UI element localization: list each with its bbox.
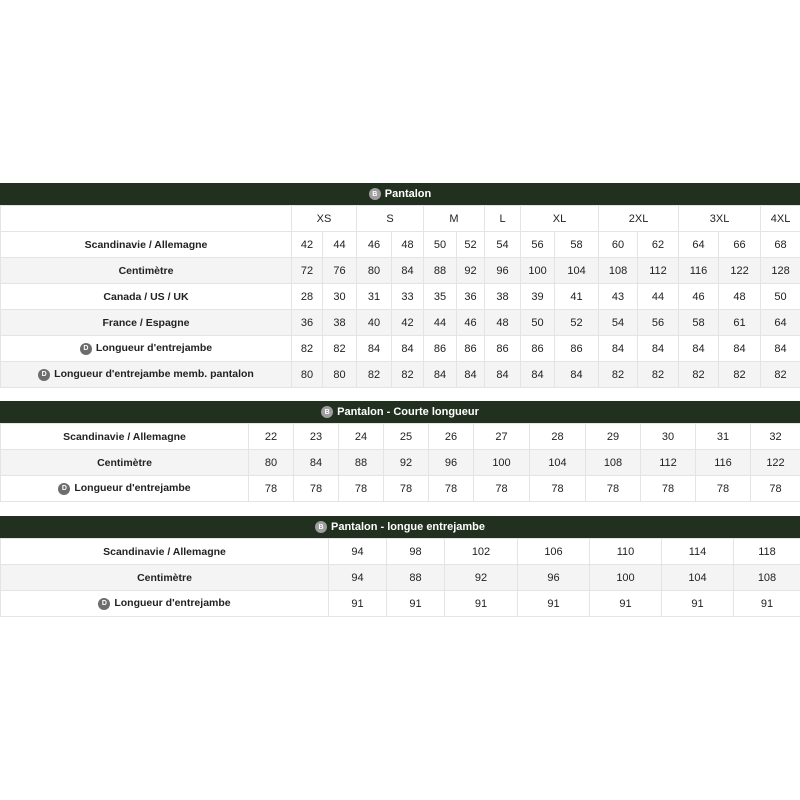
value-cell: 41 [555, 284, 599, 310]
value-cell: 72 [292, 258, 323, 284]
value-cell: 36 [457, 284, 485, 310]
table-row [1, 310, 800, 336]
value-cell: 78 [339, 476, 384, 502]
size-cell: 2XL [599, 206, 679, 232]
value-cell: 38 [323, 310, 357, 336]
value-cell: 88 [339, 450, 384, 476]
value-cell: 40 [357, 310, 392, 336]
value-cell: 91 [518, 591, 590, 617]
empty-cell [1, 206, 292, 232]
row-label-text: Longueur d'entrejambe [95, 342, 213, 355]
table-header [0, 516, 800, 538]
value-cell: 46 [357, 232, 392, 258]
value-cell: 82 [719, 362, 761, 388]
value-cell: 48 [719, 284, 761, 310]
row-label-text: Canada / US / UK [103, 290, 189, 303]
value-cell: 112 [641, 450, 696, 476]
value-cell: 44 [323, 232, 357, 258]
value-cell: 80 [292, 362, 323, 388]
value-cell: 33 [392, 284, 424, 310]
value-cell: 88 [387, 565, 445, 591]
value-cell: 50 [761, 284, 800, 310]
row-label [1, 362, 292, 388]
value-cell: 78 [696, 476, 751, 502]
value-cell: 76 [323, 258, 357, 284]
value-cell: 54 [599, 310, 638, 336]
table-title: Pantalon [384, 188, 432, 200]
value-cell: 84 [761, 336, 800, 362]
value-cell: 54 [485, 232, 521, 258]
value-cell: 91 [734, 591, 800, 617]
value-cell: 91 [445, 591, 518, 617]
value-cell: 44 [424, 310, 457, 336]
table-body [1, 232, 800, 388]
table-row [1, 450, 800, 476]
badge-d-icon: D [98, 598, 110, 610]
value-cell: 104 [662, 565, 734, 591]
value-cell: 84 [679, 336, 719, 362]
row-label [1, 476, 249, 502]
value-cell: 84 [638, 336, 679, 362]
value-cell: 92 [384, 450, 429, 476]
value-cell: 91 [387, 591, 445, 617]
value-cell: 84 [294, 450, 339, 476]
value-cell: 58 [679, 310, 719, 336]
table-title: Pantalon - Courte longueur [337, 406, 479, 418]
row-label [1, 232, 292, 258]
size-table [0, 205, 800, 388]
value-cell: 84 [599, 336, 638, 362]
value-cell: 86 [521, 336, 555, 362]
value-cell: 128 [761, 258, 800, 284]
table-row [1, 476, 800, 502]
value-cell: 80 [357, 258, 392, 284]
table-header [0, 401, 800, 423]
value-cell: 91 [329, 591, 387, 617]
value-cell: 96 [485, 258, 521, 284]
value-cell: 82 [599, 362, 638, 388]
value-cell: 78 [429, 476, 474, 502]
value-cell: 84 [424, 362, 457, 388]
value-cell: 91 [590, 591, 662, 617]
size-header-row [1, 206, 800, 232]
row-label [1, 591, 329, 617]
value-cell: 84 [485, 362, 521, 388]
badge-b-icon: B [321, 406, 333, 418]
value-cell: 110 [590, 539, 662, 565]
value-cell: 92 [457, 258, 485, 284]
table-header [0, 183, 800, 205]
value-cell: 114 [662, 539, 734, 565]
value-cell: 92 [445, 565, 518, 591]
value-cell: 38 [485, 284, 521, 310]
badge-b-icon: B [369, 188, 381, 200]
size-cell: 4XL [761, 206, 800, 232]
value-cell: 88 [424, 258, 457, 284]
row-label [1, 565, 329, 591]
pantalon-table-block [0, 183, 800, 388]
value-cell: 84 [392, 336, 424, 362]
value-cell: 108 [586, 450, 641, 476]
value-cell: 96 [429, 450, 474, 476]
value-cell: 82 [638, 362, 679, 388]
value-cell: 31 [696, 424, 751, 450]
value-cell: 46 [679, 284, 719, 310]
size-cell: XS [292, 206, 357, 232]
badge-b-icon: B [315, 521, 327, 533]
value-cell: 116 [696, 450, 751, 476]
table-row [1, 284, 800, 310]
value-cell: 78 [751, 476, 800, 502]
value-cell: 82 [679, 362, 719, 388]
value-cell: 122 [719, 258, 761, 284]
value-cell: 23 [294, 424, 339, 450]
badge-d-icon: D [80, 343, 92, 355]
size-cell: 3XL [679, 206, 761, 232]
value-cell: 112 [638, 258, 679, 284]
table-row [1, 424, 800, 450]
value-cell: 24 [339, 424, 384, 450]
value-cell: 58 [555, 232, 599, 258]
value-cell: 56 [521, 232, 555, 258]
value-cell: 35 [424, 284, 457, 310]
size-table [0, 538, 800, 617]
value-cell: 42 [392, 310, 424, 336]
value-cell: 84 [521, 362, 555, 388]
value-cell: 66 [719, 232, 761, 258]
value-cell: 86 [485, 336, 521, 362]
value-cell: 64 [761, 310, 800, 336]
row-label-text: Scandinavie / Allemagne [63, 430, 186, 443]
value-cell: 84 [719, 336, 761, 362]
value-cell: 82 [292, 336, 323, 362]
value-cell: 30 [323, 284, 357, 310]
value-cell: 22 [249, 424, 294, 450]
value-cell: 60 [599, 232, 638, 258]
value-cell: 43 [599, 284, 638, 310]
value-cell: 100 [590, 565, 662, 591]
badge-d-icon: D [38, 369, 50, 381]
row-label [1, 539, 329, 565]
value-cell: 104 [555, 258, 599, 284]
value-cell: 82 [392, 362, 424, 388]
value-cell: 86 [424, 336, 457, 362]
value-cell: 64 [679, 232, 719, 258]
row-label-text: Centimètre [97, 456, 152, 469]
value-cell: 106 [518, 539, 590, 565]
table-row [1, 591, 800, 617]
value-cell: 98 [387, 539, 445, 565]
value-cell: 96 [518, 565, 590, 591]
value-cell: 48 [485, 310, 521, 336]
value-cell: 56 [638, 310, 679, 336]
value-cell: 52 [555, 310, 599, 336]
value-cell: 91 [662, 591, 734, 617]
value-cell: 30 [641, 424, 696, 450]
value-cell: 78 [294, 476, 339, 502]
value-cell: 46 [457, 310, 485, 336]
value-cell: 84 [357, 336, 392, 362]
value-cell: 82 [761, 362, 800, 388]
value-cell: 86 [555, 336, 599, 362]
value-cell: 78 [641, 476, 696, 502]
row-label-text: Centimètre [137, 571, 192, 584]
value-cell: 78 [586, 476, 641, 502]
value-cell: 84 [392, 258, 424, 284]
value-cell: 122 [751, 450, 800, 476]
row-label-text: Scandinavie / Allemagne [84, 238, 208, 251]
value-cell: 102 [445, 539, 518, 565]
row-label [1, 258, 292, 284]
value-cell: 68 [761, 232, 800, 258]
table-title: Pantalon - longue entrejambe [330, 521, 486, 533]
row-label [1, 336, 292, 362]
value-cell: 39 [521, 284, 555, 310]
value-cell: 100 [474, 450, 530, 476]
value-cell: 104 [530, 450, 586, 476]
row-label-text: Centimètre [118, 264, 174, 277]
value-cell: 48 [392, 232, 424, 258]
courte-longueur-table-block [0, 401, 800, 502]
row-label-text: Longueur d'entrejambe memb. pantalon [54, 368, 254, 381]
value-cell: 36 [292, 310, 323, 336]
table-row [1, 539, 800, 565]
value-cell: 32 [751, 424, 800, 450]
value-cell: 62 [638, 232, 679, 258]
value-cell: 84 [555, 362, 599, 388]
value-cell: 86 [457, 336, 485, 362]
value-cell: 94 [329, 565, 387, 591]
value-cell: 42 [292, 232, 323, 258]
table-row [1, 362, 800, 388]
table-row [1, 336, 800, 362]
value-cell: 118 [734, 539, 800, 565]
value-cell: 78 [249, 476, 294, 502]
value-cell: 94 [329, 539, 387, 565]
table-body [1, 424, 800, 502]
value-cell: 28 [292, 284, 323, 310]
value-cell: 82 [357, 362, 392, 388]
row-label-text: Longueur d'entrejambe [114, 597, 231, 610]
value-cell: 108 [599, 258, 638, 284]
row-label-text: Longueur d'entrejambe [74, 482, 191, 495]
row-label [1, 284, 292, 310]
table-row [1, 258, 800, 284]
row-label [1, 310, 292, 336]
value-cell: 26 [429, 424, 474, 450]
badge-d-icon: D [58, 483, 70, 495]
value-cell: 80 [323, 362, 357, 388]
row-label-text: Scandinavie / Allemagne [103, 545, 226, 558]
size-cell: XL [521, 206, 599, 232]
value-cell: 80 [249, 450, 294, 476]
size-cell: S [357, 206, 424, 232]
size-table [0, 423, 800, 502]
table-row [1, 565, 800, 591]
value-cell: 29 [586, 424, 641, 450]
value-cell: 82 [323, 336, 357, 362]
size-cell: L [485, 206, 521, 232]
value-cell: 28 [530, 424, 586, 450]
value-cell: 84 [457, 362, 485, 388]
value-cell: 78 [474, 476, 530, 502]
table-row [1, 232, 800, 258]
value-cell: 50 [424, 232, 457, 258]
value-cell: 25 [384, 424, 429, 450]
value-cell: 50 [521, 310, 555, 336]
table-body [1, 539, 800, 617]
row-label-text: France / Espagne [102, 316, 190, 329]
row-label [1, 450, 249, 476]
value-cell: 44 [638, 284, 679, 310]
value-cell: 27 [474, 424, 530, 450]
value-cell: 100 [521, 258, 555, 284]
value-cell: 116 [679, 258, 719, 284]
longue-entrejambe-table-block [0, 516, 800, 617]
size-cell: M [424, 206, 485, 232]
value-cell: 78 [530, 476, 586, 502]
value-cell: 52 [457, 232, 485, 258]
row-label [1, 424, 249, 450]
value-cell: 31 [357, 284, 392, 310]
value-cell: 61 [719, 310, 761, 336]
value-cell: 108 [734, 565, 800, 591]
value-cell: 78 [384, 476, 429, 502]
